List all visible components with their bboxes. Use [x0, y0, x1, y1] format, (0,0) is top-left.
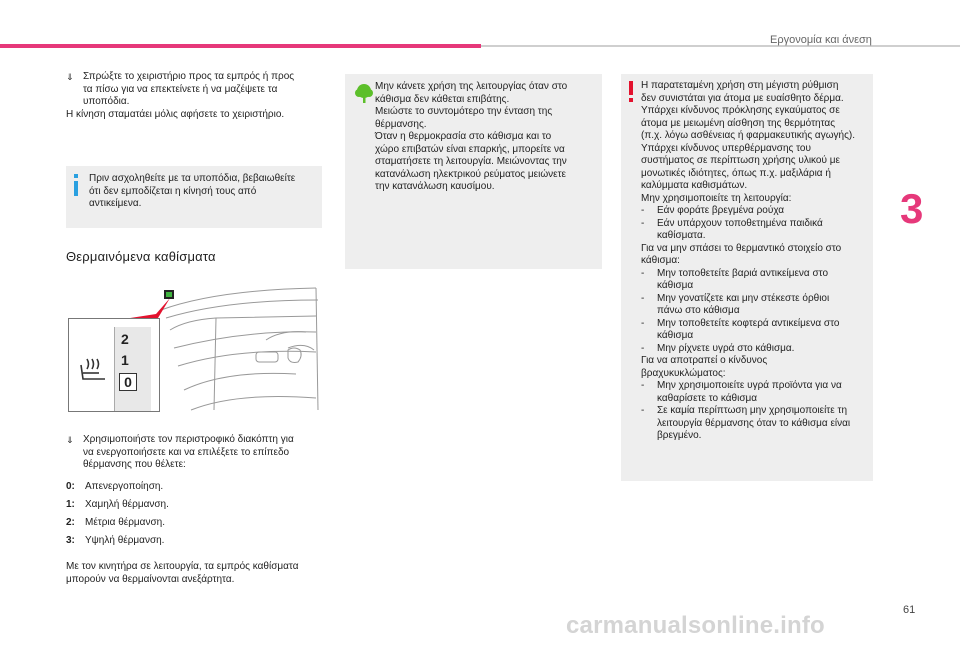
eco-line: Μειώστε το συντομότερο την ένταση της	[375, 106, 553, 117]
dash-text: Μην γονατίζετε και μην στέκεστε όρθιοι	[657, 292, 830, 304]
page-number: 61	[903, 604, 916, 616]
level-row	[66, 535, 328, 553]
usage-line: Χρησιμοποιήστε τον περιστροφικό διακόπτη για	[83, 434, 294, 445]
intro-line: Η κίνηση σταματάει μόλις αφήσετε το χειριστήριο.	[66, 108, 285, 120]
bullet-arrow-icon: ⇓	[66, 435, 74, 445]
intro-bullet-line: υποπόδια.	[83, 96, 130, 107]
warning-line: (π.χ. λόγω ασθένειας ή φαρμακευτικής αγωγής).	[641, 130, 856, 141]
warning-icon	[628, 81, 634, 103]
eco-line: Μην κάνετε χρήση της λειτουργίας όταν στο	[375, 81, 568, 92]
dash-text: Εάν φοράτε βρεγμένα ρούχα	[657, 205, 785, 216]
info-line: ότι δεν εμποδίζεται η κίνησή τους από	[89, 185, 257, 197]
heated-seat-illustration	[66, 270, 326, 420]
dash-item: - Εάν υπάρχουν τοποθετημένα παιδικά καθίσματα.	[641, 218, 871, 243]
intro-block	[66, 71, 326, 121]
eco-line: θέρμανσης.	[375, 118, 427, 130]
eco-line: σταματήσετε τη λειτουργία. Μειώνοντας την	[375, 156, 567, 167]
warning-box	[621, 74, 873, 481]
eco-line: κατανάλωση ηλεκτρικού ρεύματος μειώνετε	[375, 168, 567, 180]
dash-item: - Μην γονατίζετε και μην στέκεστε όρθιοι πάνω στο κάθισμα	[641, 293, 871, 318]
warning-line: συστήματος σε περίπτωση χρήσης υλικού με	[641, 155, 840, 166]
dial-callout	[68, 318, 160, 412]
dash-text: λειτουργία θέρμανσης όταν το κάθισμα είναι	[657, 417, 851, 429]
eco-line: κάθισμα δεν κάθεται επιβάτης.	[375, 93, 510, 105]
intro-bullet	[66, 71, 326, 109]
chapter-number: 3	[900, 185, 924, 232]
dash-text: Μην χρησιμοποιείτε υγρά προϊόντα για να	[657, 380, 842, 391]
warning-line: Υπάρχει κίνδυνος υπερθέρμανσης του	[641, 142, 811, 154]
dash-item: - Εάν φοράτε βρεγμένα ρούχα	[641, 205, 871, 218]
warning-line: δεν συνιστάται για άτομα με ευαίσθητο δέρμα.	[641, 92, 844, 104]
dial-level-0: 0	[119, 373, 137, 391]
chapter-title: Εργονομία και άνεση	[770, 34, 872, 46]
info-icon	[73, 174, 79, 196]
header-rule	[481, 45, 960, 47]
warning-line: άτομα με μειωμένη αίσθηση της θερμότητας	[641, 117, 836, 129]
dash-text: κάθισμα	[657, 330, 694, 341]
dial-level-2: 2	[121, 331, 129, 347]
dash-text: Μην ρίχνετε υγρά στο κάθισμα.	[657, 342, 795, 354]
usage-line: θέρμανσης που θέλετε:	[83, 459, 186, 470]
dash-text: Μην τοποθετείτε βαριά αντικείμενα στο	[657, 267, 829, 279]
header-accent-bar	[0, 44, 481, 48]
eco-line: χώρο επιβατών είναι επαρκής, μπορείτε να	[375, 143, 565, 155]
intro-bullet-line: Σπρώξτε το χειριστήριο προς τα εμπρός ή προς	[83, 71, 295, 82]
level-key: 3:	[66, 535, 75, 546]
usage-line: να ενεργοποιήσετε και να επιλέξετε το επίπεδο	[83, 446, 290, 458]
level-label: Χαμηλή θέρμανση.	[85, 499, 169, 510]
level-key: 0:	[66, 481, 75, 492]
watermark: carmanualsonline.info	[566, 612, 825, 639]
usage-bullet	[66, 434, 328, 472]
info-line: Πριν ασχοληθείτε με τα υποπόδια, βεβαιωθείτε	[89, 173, 296, 184]
info-box	[66, 166, 322, 228]
warning-line: Για να αποτραπεί ο κίνδυνος	[641, 355, 768, 366]
level-label: Υψηλή θέρμανση.	[85, 535, 165, 546]
seat-heating-icon	[77, 355, 111, 385]
closing-line: Με τον κινητήρα σε λειτουργία, τα εμπρός καθίσματα	[66, 561, 299, 572]
usage-block	[66, 434, 328, 472]
warning-line: Για να μην σπάσει το θερμαντικό στοιχείο στο	[641, 242, 842, 254]
warning-line: Μην χρησιμοποιείτε τη λειτουργία:	[641, 192, 792, 204]
dash-text: κάθισμα	[657, 280, 694, 291]
info-line: αντικείμενα.	[89, 198, 142, 209]
level-key: 2:	[66, 517, 75, 528]
warning-line: καλύμματα καθισμάτων.	[641, 180, 748, 191]
dash-text: Μην τοποθετείτε κοφτερά αντικείμενα στο	[657, 317, 840, 329]
bullet-arrow-icon: ⇓	[66, 72, 74, 82]
warning-line: κάθισμα:	[641, 255, 680, 266]
eco-tree-icon	[354, 83, 374, 103]
level-label: Μέτρια θέρμανση.	[85, 517, 165, 528]
dial-level-1: 1	[121, 352, 129, 368]
intro-bullet-line: τα πίσω για να επεκτείνετε ή να μαζέψετε τα	[83, 83, 278, 95]
dash-item: - Σε καμία περίπτωση μην χρησιμοποιείτε τη λειτουργία θέρμανσης όταν το κάθισμα είναι βρεγμένο.	[641, 405, 871, 443]
closing-paragraph	[66, 561, 328, 586]
level-key: 1:	[66, 499, 75, 510]
warning-line: μονωτικές ιδιότητες, όπως π.χ. μαξιλάρια ή	[641, 167, 831, 179]
warning-line: βραχυκυκλώματος:	[641, 367, 726, 379]
section-heading: Θερμαινόμενα καθίσματα	[66, 249, 216, 264]
dash-text: βρεγμένο.	[657, 430, 702, 441]
dash-text: Εάν υπάρχουν τοποθετημένα παιδικά	[657, 217, 823, 229]
dash-item: - Μην χρησιμοποιείτε υγρά προϊόντα για να καθαρίσετε το κάθισμα	[641, 380, 871, 405]
warning-line: Υπάρχει κίνδυνος πρόκλησης εγκαύματος σε	[641, 105, 840, 116]
closing-line: μπορούν να θερμαίνονται ανεξάρτητα.	[66, 573, 235, 585]
dash-text: πάνω στο κάθισμα	[657, 305, 740, 316]
dash-item: - Μην ρίχνετε υγρά στο κάθισμα.	[641, 343, 871, 356]
eco-line: την κατανάλωση καυσίμου.	[375, 181, 495, 192]
level-row	[66, 499, 328, 517]
eco-line: Όταν η θερμοκρασία στο κάθισμα και το	[375, 131, 552, 142]
heating-levels-list	[66, 481, 328, 553]
dash-text: καθίσματα.	[657, 230, 706, 241]
warning-line: Η παρατεταμένη χρήση στη μέγιστη ρύθμιση	[641, 80, 839, 91]
eco-box	[345, 74, 602, 269]
dash-text: καθαρίσετε το κάθισμα	[657, 392, 758, 404]
level-label: Απενεργοποίηση.	[85, 481, 164, 492]
dash-item: - Μην τοποθετείτε κοφτερά αντικείμενα στο κάθισμα	[641, 318, 871, 343]
level-row	[66, 481, 328, 499]
level-row	[66, 517, 328, 535]
dash-item: - Μην τοποθετείτε βαριά αντικείμενα στο κάθισμα	[641, 268, 871, 293]
dash-text: Σε καμία περίπτωση μην χρησιμοποιείτε τη	[657, 405, 848, 416]
